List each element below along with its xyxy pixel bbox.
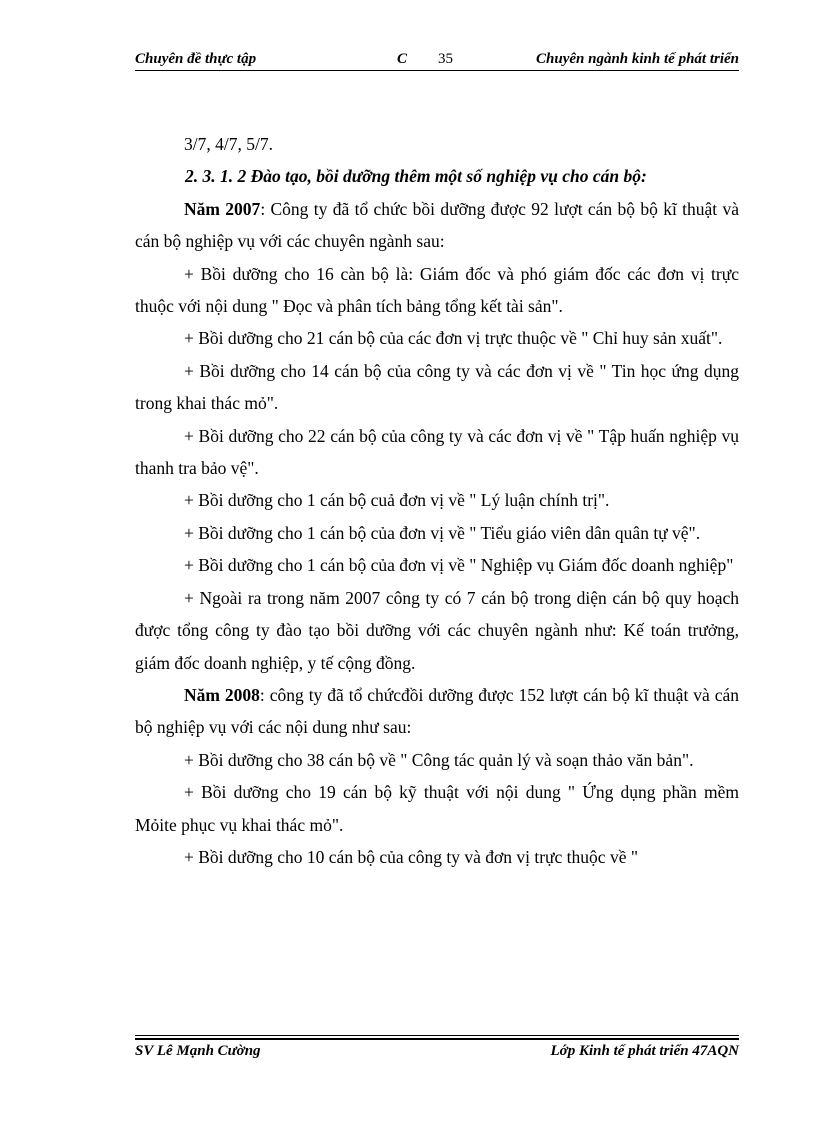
header-left-title: Chuyên đề thực tập xyxy=(135,51,257,67)
paragraph-text: : công ty đã tổ chứcđồi dưỡng được 152 lượt cán bộ kĩ thuật và cán bộ nghiệp vụ với các nội dung như sau: xyxy=(135,684,740,738)
list-item: + Bồi dưỡng cho 1 cán bộ của đơn vị về " Nghiệp vụ Giám đốc doanh nghiệp" xyxy=(184,555,734,576)
section-heading: 2. 3. 1. 2 Đào tạo, bồi dưỡng thêm một số nghiệp vụ cho cán bộ: xyxy=(185,166,647,187)
page-footer xyxy=(135,1040,739,1062)
document-body xyxy=(135,128,739,873)
list-item: + Ngoài ra trong năm 2007 công ty có 7 cán bộ trong diện cán bộ quy hoạch được tổng công ty đào tạo bồi dưỡng với các chuyên ngành như: Kế toán trưởng, giám đốc doanh nghiệp, y tế cộng đồng. xyxy=(135,587,739,673)
list-item: + Bồi dưỡng cho 21 cán bộ của các đơn vị trực thuộc về " Chỉ huy sản xuất". xyxy=(184,328,723,349)
list-item: + Bồi dưỡng cho 10 cán bộ của công ty và đơn vị trực thuộc về " xyxy=(184,846,638,867)
list-item: + Bồi dưỡng cho 16 càn bộ là: Giám đốc và phó giám đốc các đơn vị trực thuộc với nội dung " Đọc và phân tích bảng tổng kết tài sản". xyxy=(135,263,739,317)
list-item: + Bồi dưỡng cho 19 cán bộ kỹ thuật với nội dung " Ứng dụng phần mềm Mỏite phục vụ khai thác mỏ". xyxy=(135,782,739,835)
list-item: + Bồi dưỡng cho 22 cán bộ của công ty và các đơn vị về " Tập huấn nghiệp vụ thanh tra bảo vệ". xyxy=(135,425,739,479)
page-number: 35 xyxy=(438,51,453,67)
paragraph-text: : Công ty đã tổ chức bồi dưỡng được 92 lượt cán bộ bộ kĩ thuật và cán bộ nghiệp vụ với các chuyên ngành sau: xyxy=(135,198,739,252)
header-divider xyxy=(135,70,739,71)
paragraph-year-2007 xyxy=(135,193,739,258)
list-item: + Bồi dưỡng cho 1 cán bộ cuả đơn vị về " Lý luận chính trị". xyxy=(184,490,610,511)
paragraph-text: 3/7, 4/7, 5/7. xyxy=(184,134,273,154)
page-header xyxy=(135,48,739,70)
header-letter: C xyxy=(397,51,408,67)
paragraph-continuation xyxy=(135,128,739,160)
footer-divider-thin xyxy=(135,1035,739,1036)
year-label-2007: Năm 2007 xyxy=(184,198,261,219)
year-label-2008: Năm 2008 xyxy=(184,684,260,705)
list-item: + Bồi dưỡng cho 1 cán bộ của đơn vị về " Tiểu giáo viên dân quân tự vệ". xyxy=(184,522,701,543)
footer-class: Lớp Kinh tế phát triển 47AQN xyxy=(550,1043,739,1059)
list-item: + Bồi dưỡng cho 38 cán bộ về " Công tác quản lý và soạn thảo văn bản". xyxy=(184,749,694,770)
list-item: + Bồi dưỡng cho 14 cán bộ của công ty và các đơn vị về " Tin học ứng dụng trong khai thác mỏ". xyxy=(135,360,739,414)
paragraph-year-2008 xyxy=(135,679,739,744)
header-right-title: Chuyên ngành kinh tế phát triển xyxy=(536,51,739,67)
footer-author: SV Lê Mạnh Cường xyxy=(135,1043,261,1059)
